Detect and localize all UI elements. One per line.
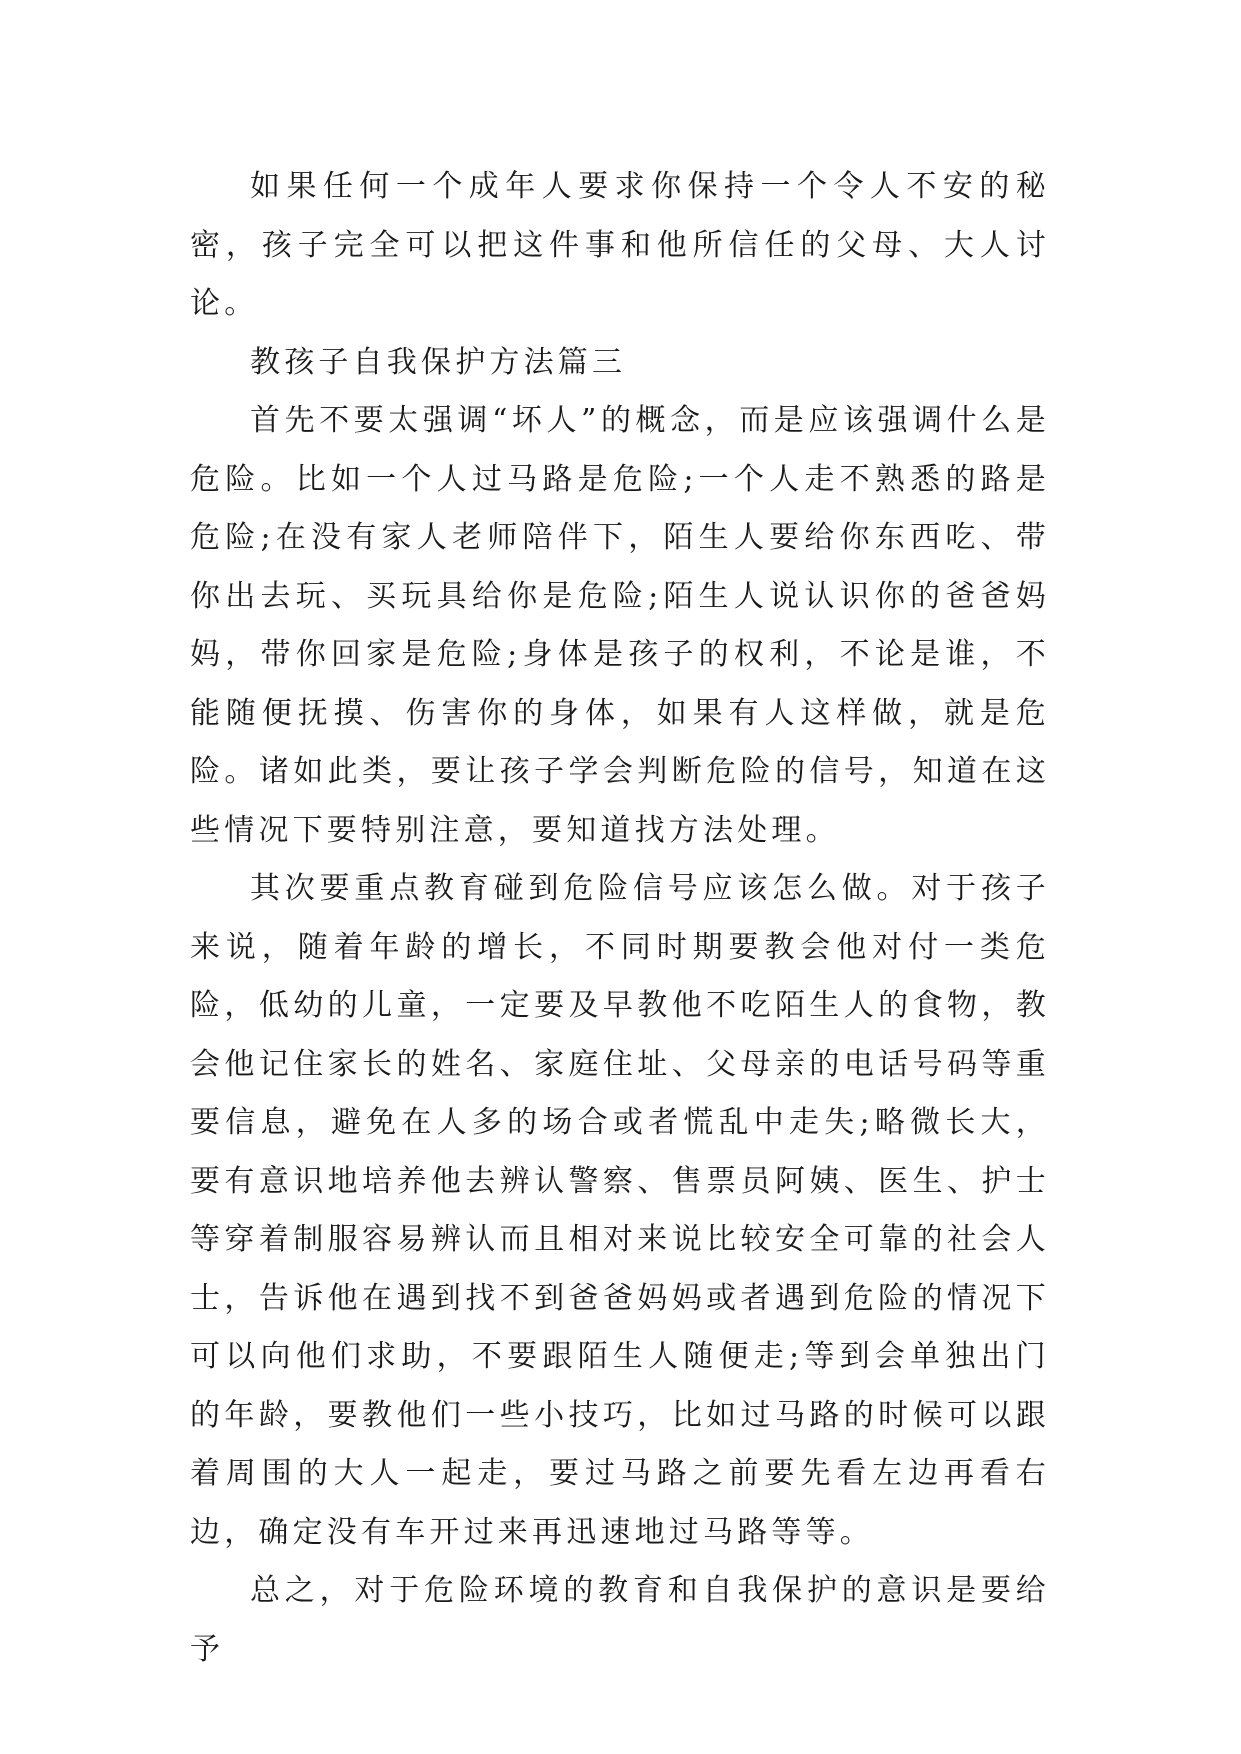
paragraph-danger-concept: 首先不要太强调“坏人”的概念，而是应该强调什么是危险。比如一个人过马路是危险;一个人走不熟悉的路是危险;在没有家人老师陪伴下，陌生人要给你东西吃、带你出去玩、买玩具给你是危险;陌生人说认识你的爸爸妈妈，带你回家是危险;身体是孩子的权利，不论是谁，不能随便抚摸、伤害你的身体，如果有人这样做，就是危险。诸如此类，要让孩子学会判断危险的信号，知道在这些情况下要特别注意，要知道找方法处理。 <box>190 403 1050 848</box>
section-heading: 教孩子自我保护方法篇三 <box>250 344 627 380</box>
paragraph-secret-advice: 如果任何一个成年人要求你保持一个令人不安的秘密，孩子完全可以把这件事和他所信任的父母、大人讨论。 <box>190 169 1050 321</box>
paragraph-conclusion: 总之，对于危险环境的教育和自我保护的意识是要给予 <box>190 1573 1050 1667</box>
paragraph-danger-response: 其次要重点教育碰到危险信号应该怎么做。对于孩子来说，随着年龄的增长，不同时期要教会他对付一类危险，低幼的儿童，一定要及早教他不吃陌生人的食物，教会他记住家长的姓名、家庭住址、父母亲的电话号码等重要信息，避免在人多的场合或者慌乱中走失;略微长大，要有意识地培养他去辨认警察、售票员阿姨、医生、护士等穿着制服容易辨认而且相对来说比较安全可靠的社会人士，告诉他在遇到找不到爸爸妈妈或者遇到危险的情况下可以向他们求助，不要跟陌生人随便走;等到会单独出门的年龄，要教他们一些小技巧，比如过马路的时候可以跟着周围的大人一起走，要过马路之前要先看左边再看右边，确定没有车开过来再迅速地过马路等等。 <box>190 871 1050 1550</box>
document-body <box>190 158 1050 1679</box>
